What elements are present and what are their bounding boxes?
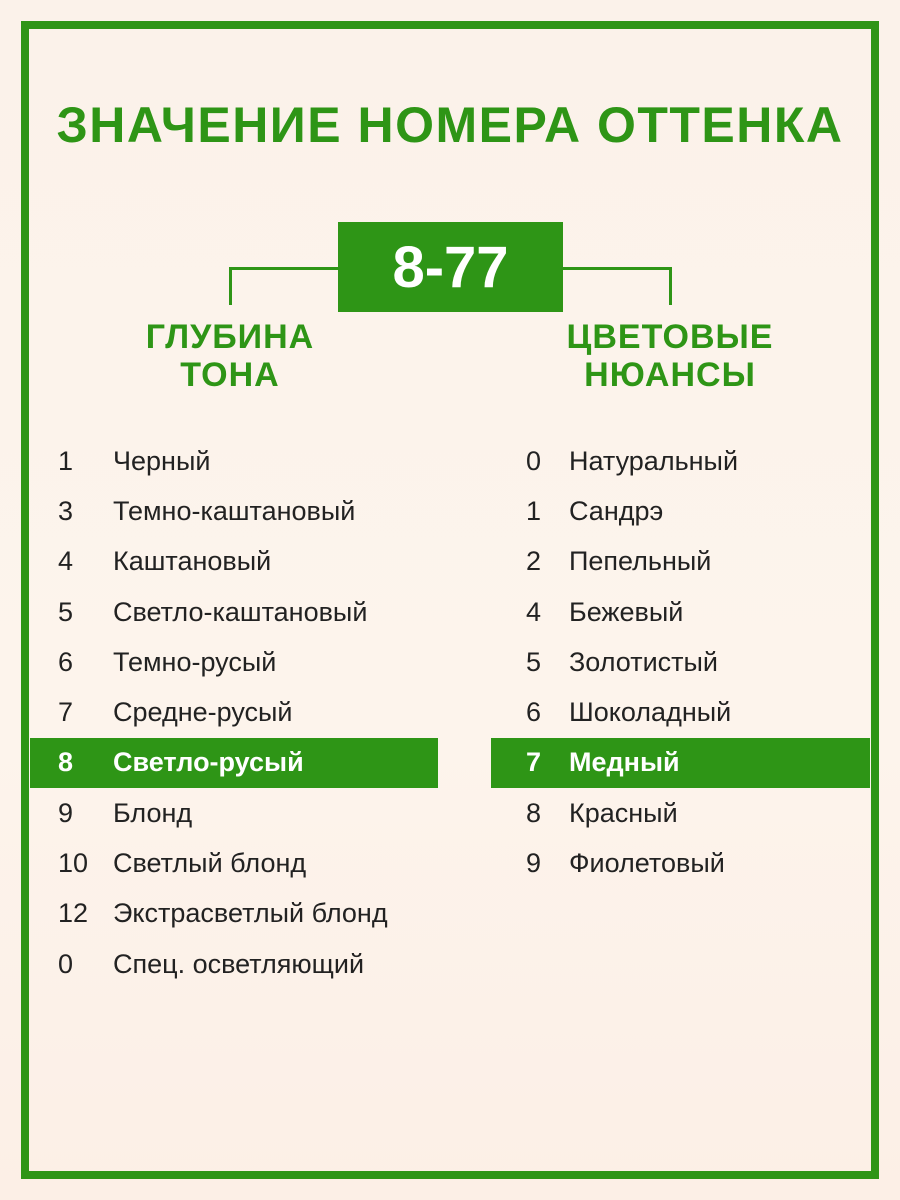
depth-row-number: 0 [58, 948, 74, 979]
depth-row-number: 8 [58, 747, 74, 778]
nuance-heading-line-1: ЦВЕТОВЫЕ [566, 318, 774, 356]
nuance-row-label: Бежевый [569, 596, 684, 627]
nuance-row-label: Медный [569, 747, 680, 778]
depth-row-number: 6 [58, 646, 74, 677]
nuance-row-highlighted [491, 738, 870, 788]
depth-row-label: Светло-русый [113, 747, 304, 778]
depth-row-number: 3 [58, 495, 74, 526]
depth-row-label: Темно-каштановый [113, 495, 356, 526]
nuance-row-label: Золотистый [569, 646, 719, 677]
nuance-row [491, 788, 870, 838]
nuance-row-number: 7 [526, 747, 542, 778]
depth-row-number: 1 [58, 445, 74, 476]
nuance-row-number: 5 [526, 646, 542, 677]
nuance-heading [550, 318, 790, 394]
connector-right [562, 267, 672, 305]
nuance-row-label: Шоколадный [569, 697, 732, 728]
page-title: ЗНАЧЕНИЕ НОМЕРА ОТТЕНКА [56, 97, 844, 153]
depth-row [30, 486, 438, 536]
depth-heading-line-1: ГЛУБИНА [145, 318, 315, 356]
depth-row [30, 637, 438, 687]
depth-row-label: Блонд [113, 797, 193, 828]
depth-row-number: 12 [58, 898, 89, 929]
depth-row-number: 5 [58, 596, 74, 627]
nuance-row [491, 537, 870, 587]
depth-row-label: Темно-русый [113, 646, 277, 677]
shade-code: 8-77 [392, 234, 509, 300]
color-nuance-list [491, 436, 870, 889]
depth-row-number: 10 [58, 848, 89, 879]
nuance-row-label: Пепельный [569, 546, 712, 577]
nuance-row-number: 4 [526, 596, 542, 627]
depth-row-label: Спец. осветляющий [113, 948, 365, 979]
depth-row [30, 788, 438, 838]
nuance-row [491, 436, 870, 486]
depth-row-label: Черный [113, 445, 211, 476]
depth-heading-line-2: ТОНА [180, 356, 280, 394]
depth-row [30, 889, 438, 939]
nuance-row-label: Натуральный [569, 445, 739, 476]
nuance-row-number: 8 [526, 797, 542, 828]
depth-row-highlighted [30, 738, 438, 788]
depth-row-number: 9 [58, 797, 74, 828]
depth-row-label: Светло-каштановый [113, 596, 368, 627]
depth-row-number: 7 [58, 697, 74, 728]
nuance-row [491, 838, 870, 888]
nuance-row-number: 6 [526, 697, 542, 728]
nuance-row [491, 637, 870, 687]
depth-row-number: 4 [58, 546, 74, 577]
nuance-row [491, 486, 870, 536]
connector-left [229, 267, 339, 305]
nuance-row [491, 587, 870, 637]
depth-row [30, 537, 438, 587]
depth-row [30, 939, 438, 989]
depth-row-label: Средне-русый [113, 697, 293, 728]
depth-row [30, 687, 438, 737]
shade-code-badge [338, 222, 563, 312]
nuance-row [491, 687, 870, 737]
depth-heading [110, 318, 350, 394]
nuance-row-number: 2 [526, 546, 542, 577]
nuance-row-label: Фиолетовый [569, 848, 725, 879]
depth-level-list [30, 436, 438, 989]
depth-row-label: Светлый блонд [113, 848, 307, 879]
depth-row [30, 587, 438, 637]
depth-row [30, 838, 438, 888]
depth-row [30, 436, 438, 486]
depth-row-label: Каштановый [113, 546, 272, 577]
nuance-heading-line-2: НЮАНСЫ [584, 356, 756, 394]
nuance-row-label: Красный [569, 797, 678, 828]
nuance-row-number: 0 [526, 445, 542, 476]
nuance-row-label: Сандрэ [569, 495, 664, 526]
nuance-row-number: 1 [526, 495, 542, 526]
depth-row-label: Экстрасветлый блонд [113, 898, 388, 929]
nuance-row-number: 9 [526, 848, 542, 879]
